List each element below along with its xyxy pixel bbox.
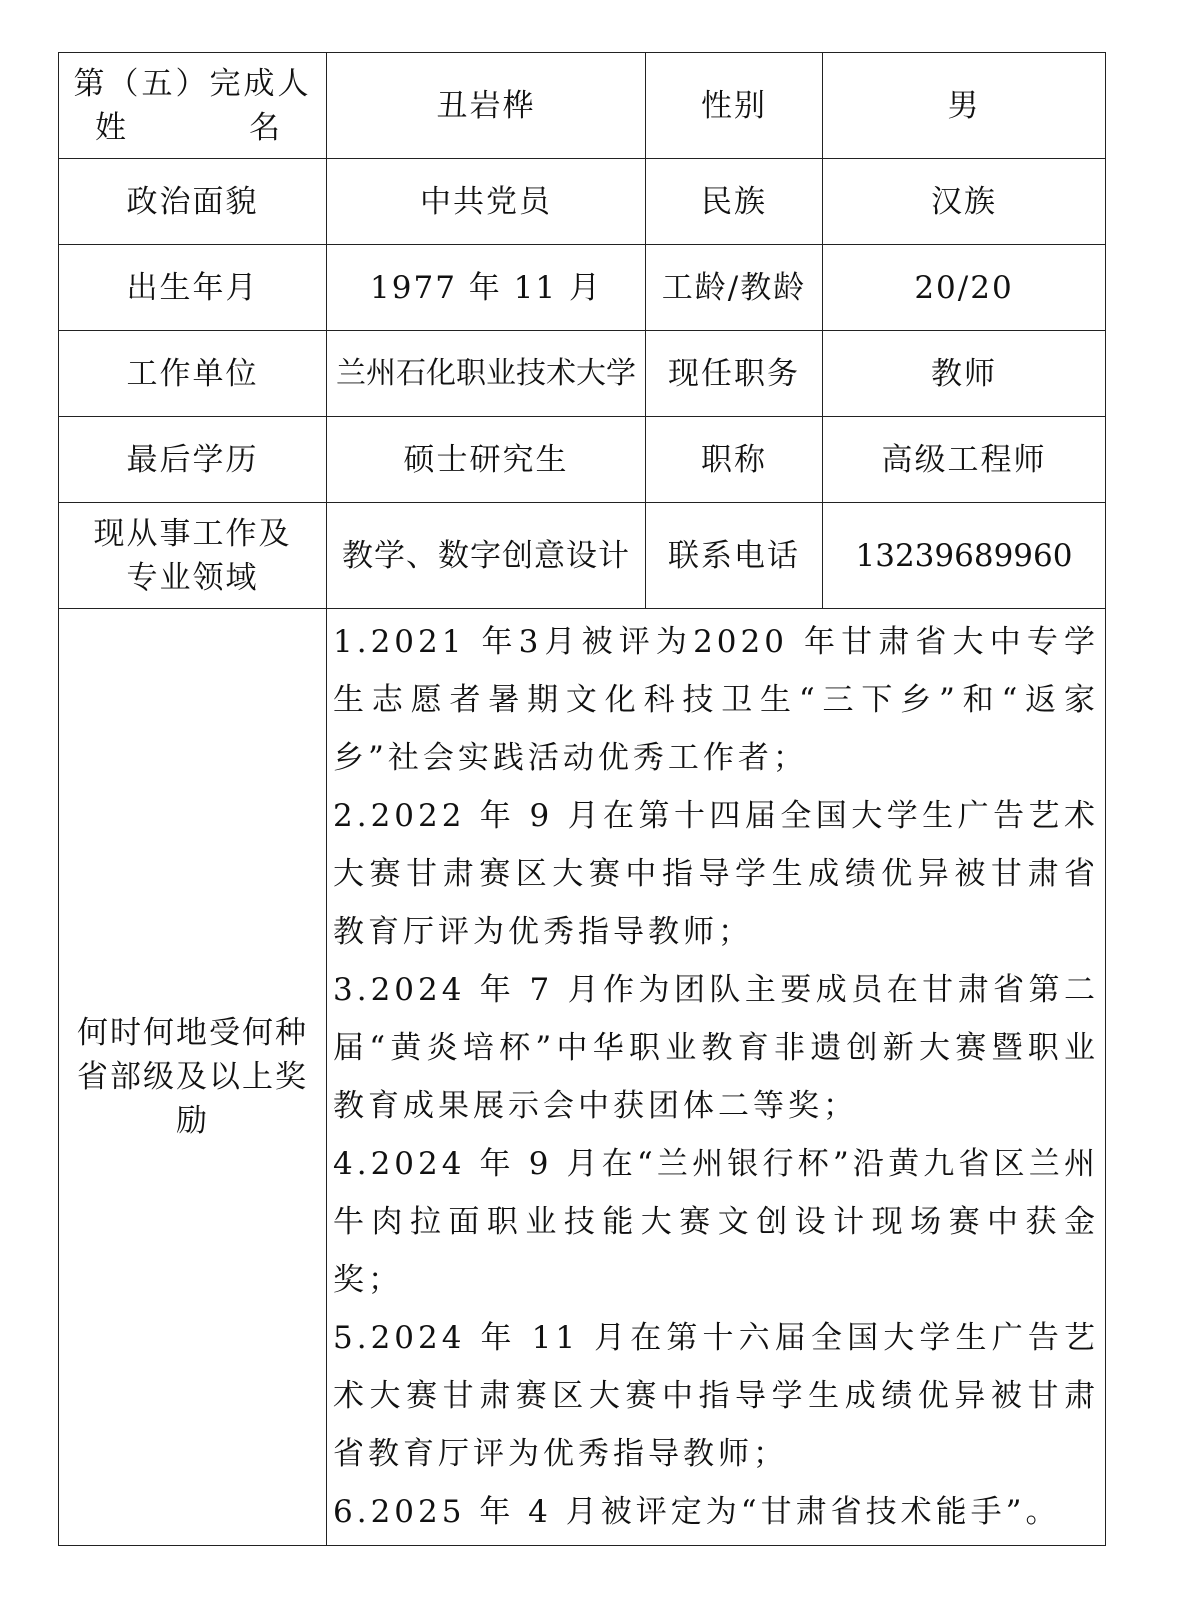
- label-position: 现任职务: [646, 331, 823, 417]
- award-item: 6.2025 年 4 月被评定为“甘肃省技术能手”。: [333, 1494, 1061, 1530]
- info-form-table: [58, 52, 1106, 1546]
- value-ethnicity: 汉族: [823, 159, 1106, 245]
- label-work-years: 工龄/教龄: [646, 245, 823, 331]
- row-awards: [59, 609, 1106, 1546]
- row-education: [59, 417, 1106, 503]
- label-field-line1: 现从事工作及: [93, 515, 292, 552]
- label-awards-line2: 省部级及以上奖励: [77, 1059, 308, 1139]
- value-name: 丑岩桦: [327, 53, 646, 159]
- label-field: [59, 503, 327, 609]
- label-political-status: 政治面貌: [59, 159, 327, 245]
- value-employer: 兰州石化职业技术大学: [327, 331, 646, 417]
- value-education: 硕士研究生: [327, 417, 646, 503]
- row-name: [59, 53, 1106, 159]
- value-position: 教师: [823, 331, 1106, 417]
- award-item: 1.2021 年3月被评为2020 年甘肃省大中专学生志愿者暑期文化科技卫生“三下乡”和“返家乡”社会实践活动优秀工作者；: [333, 624, 1099, 776]
- award-item: 5.2024 年 11 月在第十六届全国大学生广告艺术大赛甘肃赛区大赛中指导学生成绩优异被甘肃省教育厅评为优秀指导教师；: [333, 1320, 1099, 1472]
- label-field-line2: 专业领域: [126, 559, 259, 596]
- award-item: 4.2024 年 9 月在“兰州银行杯”沿黄九省区兰州牛肉拉面职业技能大赛文创设计现场赛中获金奖；: [333, 1146, 1099, 1298]
- label-name-char-a: 姓: [95, 109, 128, 146]
- label-employer: 工作单位: [59, 331, 327, 417]
- row-political: [59, 159, 1106, 245]
- value-political-status: 中共党员: [327, 159, 646, 245]
- label-awards: [59, 609, 327, 1546]
- label-name: [59, 53, 327, 159]
- label-name-line1: 第（五）完成人: [73, 65, 312, 102]
- row-employer: [59, 331, 1106, 417]
- label-education: 最后学历: [59, 417, 327, 503]
- awards-list: [327, 609, 1106, 1546]
- label-ethnicity: 民族: [646, 159, 823, 245]
- row-birth: [59, 245, 1106, 331]
- row-field: [59, 503, 1106, 609]
- label-phone: 联系电话: [646, 503, 823, 609]
- value-work-years: 20/20: [823, 245, 1106, 331]
- label-gender: 性别: [646, 53, 823, 159]
- value-title: 高级工程师: [823, 417, 1106, 503]
- award-item: 3.2024 年 7 月作为团队主要成员在甘肃省第二届“黄炎培杯”中华职业教育非遗创新大赛暨职业教育成果展示会中获团体二等奖；: [333, 972, 1099, 1124]
- label-name-char-b: 名: [249, 109, 282, 146]
- label-name-line2: [65, 106, 320, 150]
- value-birth-date: 1977 年 11 月: [327, 245, 646, 331]
- value-gender: 男: [823, 53, 1106, 159]
- value-field: 教学、数字创意设计: [327, 503, 646, 609]
- label-awards-line1: 何时何地受何种: [77, 1015, 308, 1051]
- label-title: 职称: [646, 417, 823, 503]
- label-birth-date: 出生年月: [59, 245, 327, 331]
- value-phone: 13239689960: [823, 503, 1106, 609]
- award-item: 2.2022 年 9 月在第十四届全国大学生广告艺术大赛甘肃赛区大赛中指导学生成绩优异被甘肃省教育厅评为优秀指导教师；: [333, 798, 1099, 950]
